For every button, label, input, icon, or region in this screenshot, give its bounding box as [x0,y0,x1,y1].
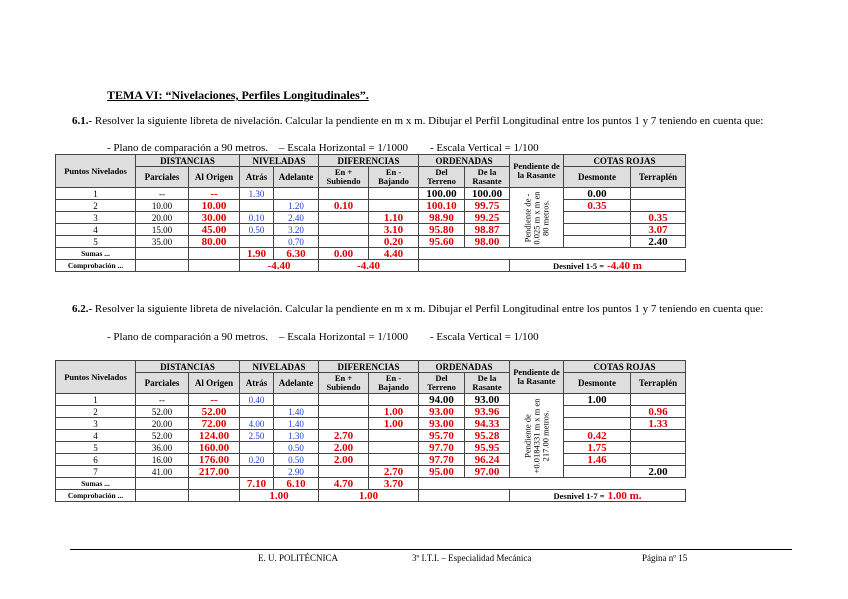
cell-al-origen: 45.00 [189,224,240,236]
cell-rasante: 98.87 [465,224,510,236]
cell-terreno: 98.90 [419,212,465,224]
header-subiendo: En + Subiendo [319,373,369,394]
cell-bajando: 1.00 [369,406,419,418]
cell-terreno: 93.00 [419,406,465,418]
header-niveladas: NIVELADAS [240,155,319,167]
pendiente-text: Pendiente de - 0.025 m x m en 80 metros. [522,190,550,245]
cell-parciales: 35.00 [136,236,189,248]
cell-desmonte: 1.46 [564,454,631,466]
cell-al-origen: 217.00 [189,466,240,478]
cell-adelante: 0.70 [274,236,319,248]
cell-al-origen: 160.00 [189,442,240,454]
header-niveladas: NIVELADAS [240,361,319,373]
empty-cell [419,490,510,502]
cell-desmonte [564,212,631,224]
cell-punto: 3 [56,418,136,430]
sumas-label: Sumas ... [56,478,136,490]
cell-parciales: 52.00 [136,406,189,418]
cell-punto: 1 [56,394,136,406]
cell-adelante: 1.40 [274,406,319,418]
cell-terreno: 95.70 [419,430,465,442]
cell-parciales: -- [136,394,189,406]
cell-adelante: 2.90 [274,466,319,478]
header-puntos: Puntos Nivelados [56,361,136,394]
cell-rasante: 96.24 [465,454,510,466]
header-row [56,361,686,373]
cell-adelante [274,188,319,200]
empty-cell [136,260,189,272]
escala-horizontal: – Escala Horizontal = 1/1000 [278,142,408,154]
escala-vertical: - Escala Vertical = 1/100 [430,331,539,343]
cell-bajando [369,188,419,200]
table-row [56,430,686,442]
cell-desmonte: 1.00 [564,394,631,406]
cell-subiendo [319,394,369,406]
header-diferencias: DIFERENCIAS [319,361,419,373]
plano-comparacion: - Plano de comparación a 90 metros. [107,331,268,343]
table-row [56,224,686,236]
sums-row [56,248,686,260]
cell-punto: 4 [56,430,136,442]
exercise-1-statement [72,115,792,127]
cell-parciales: 10.00 [136,200,189,212]
exercise-2-text: Resolver la siguiente libreta de nivelación. Calcular la pendiente en m x m. Dibujar el Perfil Longitudinal entre los puntos 1 y 7 teniendo en cuenta que: [94,303,764,315]
cell-atras [240,442,274,454]
escala-vertical: - Escala Vertical = 1/100 [430,142,539,154]
header-desmonte: Desmonte [564,373,631,394]
cell-desmonte: 0.42 [564,430,631,442]
cell-adelante: 0.50 [274,442,319,454]
table-row [56,418,686,430]
header-diferencias: DIFERENCIAS [319,155,419,167]
cell-subiendo: 2.00 [319,442,369,454]
cell-bajando: 1.10 [369,212,419,224]
exercise-2-number: 6.2.- [72,303,93,315]
cell-rasante: 99.25 [465,212,510,224]
cell-adelante: 1.20 [274,200,319,212]
cell-bajando: 1.00 [369,418,419,430]
cell-atras: 4.00 [240,418,274,430]
comprobacion-diferencias: -4.40 [319,260,419,272]
cell-punto: 2 [56,200,136,212]
comprobacion-row [56,260,686,272]
cell-punto: 2 [56,406,136,418]
sum-atras: 7.10 [240,478,274,490]
cell-subiendo [319,212,369,224]
desnivel-cell [510,260,686,272]
header-de-la-rasante: De la Rasante [465,373,510,394]
sum-subiendo: 0.00 [319,248,369,260]
cell-subiendo: 2.70 [319,430,369,442]
comprobacion-niveladas: -4.40 [240,260,319,272]
cell-terraplen: 0.35 [631,212,686,224]
empty-cell [419,260,510,272]
cell-al-origen: -- [189,188,240,200]
page-title: TEMA VI: “Nivelaciones, Perfiles Longitudinales”. [107,88,369,102]
cell-terreno: 97.70 [419,442,465,454]
cell-parciales: 16.00 [136,454,189,466]
empty-cell [136,490,189,502]
cell-al-origen: 10.00 [189,200,240,212]
cell-terraplen [631,200,686,212]
cell-bajando: 2.70 [369,466,419,478]
sum-bajando: 3.70 [369,478,419,490]
header-terraplen: Terraplén [631,167,686,188]
header-distancias: DISTANCIAS [136,155,240,167]
cell-atras [240,466,274,478]
cell-rasante: 98.00 [465,236,510,248]
cell-atras: 0.50 [240,224,274,236]
cell-adelante: 0.50 [274,454,319,466]
header-desmonte: Desmonte [564,167,631,188]
libreta-table-1 [55,154,686,272]
table-row [56,188,686,200]
cell-bajando: 0.20 [369,236,419,248]
cell-desmonte: 0.35 [564,200,631,212]
cell-desmonte [564,466,631,478]
exercise-2-statement [72,303,792,315]
cell-desmonte [564,418,631,430]
header-adelante: Adelante [274,373,319,394]
cell-subiendo: 0.10 [319,200,369,212]
cell-atras [240,200,274,212]
cell-adelante [274,394,319,406]
empty-cell [189,260,240,272]
cell-subiendo [319,418,369,430]
desnivel-cell [510,490,686,502]
cell-rasante: 97.00 [465,466,510,478]
cell-terreno: 100.10 [419,200,465,212]
header-terraplen: Terraplén [631,373,686,394]
footer-course: 3º I.T.I. – Especialidad Mecánica [412,553,532,563]
cell-al-origen: -- [189,394,240,406]
exercise-2-conditions [107,331,539,343]
cell-parciales: 41.00 [136,466,189,478]
comprobacion-niveladas: 1.00 [240,490,319,502]
cell-punto: 7 [56,466,136,478]
header-distancias: DISTANCIAS [136,361,240,373]
cell-bajando [369,442,419,454]
header-puntos: Puntos Nivelados [56,155,136,188]
cell-subiendo [319,236,369,248]
cell-punto: 6 [56,454,136,466]
table-row [56,200,686,212]
cell-terraplen [631,394,686,406]
comprobacion-row [56,490,686,502]
header-al-origen: Al Origen [189,167,240,188]
cell-bajando [369,200,419,212]
header-row [56,373,686,394]
comprobacion-label: Comprobación ... [56,260,136,272]
cell-parciales: 52.00 [136,430,189,442]
table-row [56,236,686,248]
footer-page: Página nº 15 [642,553,688,563]
cell-atras: 2.50 [240,430,274,442]
cell-parciales: 20.00 [136,212,189,224]
empty-cell [189,490,240,502]
cell-adelante: 3.20 [274,224,319,236]
cell-terreno: 100.00 [419,188,465,200]
cell-atras [240,406,274,418]
header-de-la-rasante: De la Rasante [465,167,510,188]
comprobacion-label: Comprobación ... [56,490,136,502]
cell-subiendo: 2.00 [319,454,369,466]
cell-parciales: 15.00 [136,224,189,236]
footer-divider [70,549,792,550]
cell-terraplen [631,430,686,442]
cell-terreno: 93.00 [419,418,465,430]
sum-bajando: 4.40 [369,248,419,260]
header-adelante: Adelante [274,167,319,188]
cell-bajando [369,454,419,466]
cell-desmonte: 0.00 [564,188,631,200]
cell-parciales: 20.00 [136,418,189,430]
cell-al-origen: 124.00 [189,430,240,442]
header-cotas-rojas: COTAS ROJAS [564,361,686,373]
empty-cell [136,248,189,260]
cell-terraplen [631,188,686,200]
cell-rasante: 93.00 [465,394,510,406]
header-atras: Atrás [240,167,274,188]
escala-horizontal: – Escala Horizontal = 1/1000 [278,331,408,343]
empty-cell [419,248,686,260]
cell-adelante: 1.40 [274,418,319,430]
header-subiendo: En + Subiendo [319,167,369,188]
sum-atras: 1.90 [240,248,274,260]
cell-parciales: 36.00 [136,442,189,454]
cell-terraplen [631,442,686,454]
exercise-1-number: 6.1.- [72,115,93,127]
libreta-table-2 [55,360,686,502]
cell-bajando [369,430,419,442]
cell-subiendo [319,406,369,418]
cell-al-origen: 52.00 [189,406,240,418]
cell-rasante: 95.28 [465,430,510,442]
header-parciales: Parciales [136,373,189,394]
cell-desmonte [564,406,631,418]
cell-terreno: 95.00 [419,466,465,478]
header-al-origen: Al Origen [189,373,240,394]
cell-rasante: 93.96 [465,406,510,418]
cell-atras: 0.20 [240,454,274,466]
sum-subiendo: 4.70 [319,478,369,490]
cell-terraplen: 2.40 [631,236,686,248]
cell-rasante: 99.75 [465,200,510,212]
cell-bajando [369,394,419,406]
cell-rasante: 94.33 [465,418,510,430]
cell-atras: 0.10 [240,212,274,224]
header-cotas-rojas: COTAS ROJAS [564,155,686,167]
footer-school: E. U. POLITÉCNICA [258,553,338,563]
cell-subiendo [319,224,369,236]
plano-comparacion: - Plano de comparación a 90 metros. [107,142,268,154]
exercise-1-text: Resolver la siguiente libreta de nivelación. Calcular la pendiente en m x m. Dibujar el Perfil Longitudinal entre los puntos 1 y 7 teniendo en cuenta que: [94,115,764,127]
cell-desmonte: 1.75 [564,442,631,454]
cell-al-origen: 80.00 [189,236,240,248]
header-parciales: Parciales [136,167,189,188]
sums-row [56,478,686,490]
cell-terreno: 95.60 [419,236,465,248]
cell-atras: 0.40 [240,394,274,406]
header-del-terreno: Del Terreno [419,373,465,394]
cell-al-origen: 30.00 [189,212,240,224]
cell-punto: 5 [56,442,136,454]
exercise-1-conditions [107,142,539,154]
cell-adelante: 1.30 [274,430,319,442]
pendiente-text: Pendiente de +0.0184331 m x m en 217.00 metros. [522,398,550,473]
cell-adelante: 2.40 [274,212,319,224]
empty-cell [189,478,240,490]
cell-terreno: 94.00 [419,394,465,406]
cell-punto: 3 [56,212,136,224]
desnivel-value: -4.40 m [607,259,642,272]
cell-rasante: 95.95 [465,442,510,454]
cell-terraplen: 1.33 [631,418,686,430]
cell-atras [240,236,274,248]
sumas-label: Sumas ... [56,248,136,260]
desnivel-label: Desnivel 1-5 = [553,260,605,271]
cell-terraplen: 0.96 [631,406,686,418]
header-ordenadas: ORDENADAS [419,361,510,373]
header-row [56,167,686,188]
header-bajando: En - Bajando [369,373,419,394]
table-row [56,466,686,478]
cell-rasante: 100.00 [465,188,510,200]
cell-desmonte [564,236,631,248]
table-row [56,454,686,466]
table-row [56,406,686,418]
header-ordenadas: ORDENADAS [419,155,510,167]
empty-cell [189,248,240,260]
table-row [56,442,686,454]
cell-terreno: 95.80 [419,224,465,236]
sum-adelante: 6.30 [274,248,319,260]
desnivel-value: 1.00 m. [607,489,642,502]
sum-adelante: 6.10 [274,478,319,490]
cell-subiendo [319,466,369,478]
header-pendiente: Pendiente de la Rasante [510,361,564,394]
cell-terreno: 97.70 [419,454,465,466]
desnivel-label: Desnivel 1-7 = [553,490,605,501]
cell-subiendo [319,188,369,200]
cell-terraplen: 2.00 [631,466,686,478]
cell-al-origen: 72.00 [189,418,240,430]
cell-punto: 1 [56,188,136,200]
cell-punto: 5 [56,236,136,248]
cell-terraplen: 3.07 [631,224,686,236]
header-del-terreno: Del Terreno [419,167,465,188]
header-bajando: En - Bajando [369,167,419,188]
header-atras: Atrás [240,373,274,394]
cell-desmonte [564,224,631,236]
cell-al-origen: 176.00 [189,454,240,466]
cell-parciales: -- [136,188,189,200]
header-row [56,155,686,167]
pendiente-cell [510,394,564,478]
cell-terraplen [631,454,686,466]
empty-cell [136,478,189,490]
cell-atras: 1.30 [240,188,274,200]
pendiente-cell [510,188,564,248]
empty-cell [419,478,686,490]
cell-punto: 4 [56,224,136,236]
comprobacion-diferencias: 1.00 [319,490,419,502]
table-row [56,212,686,224]
cell-bajando: 3.10 [369,224,419,236]
table-row [56,394,686,406]
header-pendiente: Pendiente de la Rasante [510,155,564,188]
